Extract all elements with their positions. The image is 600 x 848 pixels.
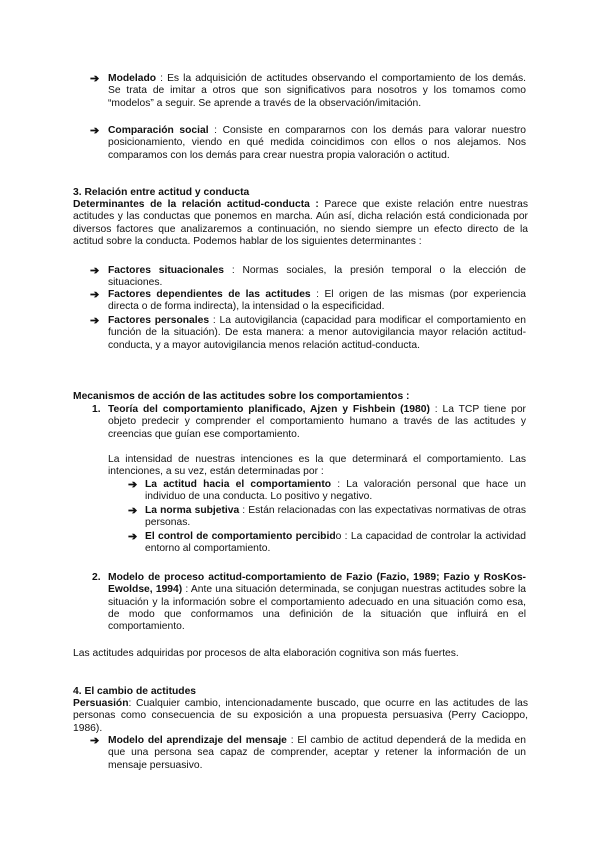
paragraph-intensidad-intenciones: La intensidad de nuestras intenciones es la que determinará el comportamiento. Las intenciones, a su vez, están determinadas por : <box>108 454 526 478</box>
arrow-icon: ➔ <box>128 479 138 491</box>
text-determinantes: Parece que existe relación entre nuestras actitudes y las conductas que ponemos en marcha. Aún así, dicha relación está condicionada por diversos factores que analizaremos a continuación, no siendo siempre un efecto directo de la actitud sobre la conducta. Podemos hablar de los siguientes determinantes : <box>73 199 528 247</box>
bullet-modelado <box>108 73 526 110</box>
arrow-icon: ➔ <box>128 531 138 543</box>
list-number-1: 1. <box>92 404 101 415</box>
subbullet-control-percibido: El control de comportamiento percibido : La capacidad de controlar la actividad entorno al comportamiento. <box>145 531 526 555</box>
item-modelo-fazio: Modelo de proceso actitud-comportamiento de Fazio (Fazio, 1989; Fazio y RosKos-Ewoldse, 1994) : Ante una situación determinada, se conjugan nuestras actitudes sobre la situación y la información sobre el comportamiento adecuado en una situación como esa, de modo que conformamos una definición de la situación que influirá en el comportamiento. <box>108 572 527 633</box>
arrow-icon: ➔ <box>90 125 100 137</box>
arrow-icon: ➔ <box>90 735 100 747</box>
term-modelado: Modelado <box>108 73 157 84</box>
arrow-icon: ➔ <box>90 265 100 277</box>
arrow-icon: ➔ <box>128 505 138 517</box>
term-determinantes: Determinantes de la relación actitud-conducta : <box>73 199 319 210</box>
text-comparacion-social: : Consiste en compararnos con los demás para valorar nuestro posicionamiento, viendo en qué medida coincidimos con ellos o nos alejamos. Nos comparamos con los demás para crear nuestra propia valoración o actitud. <box>108 125 526 161</box>
bullet-comparacion-social <box>108 125 526 162</box>
text-modelado: : Es la adquisición de actitudes observando el comportamiento de los demás. Se trata de imitar a otros que son significativos para nosotros y los tomamos como “modelos” a seguir. Se aprende a través de la observación/imitación. <box>108 73 526 109</box>
arrow-icon: ➔ <box>90 73 100 85</box>
arrow-icon: ➔ <box>90 289 100 301</box>
subbullet-norma-subjetiva: La norma subjetiva : Están relacionadas con las expectativas normativas de otras personas. <box>145 505 526 529</box>
arrow-icon: ➔ <box>90 315 100 327</box>
term-comparacion-social: Comparación social <box>108 125 209 136</box>
term-persuasion: Persuasión <box>73 698 129 709</box>
mecanismos-heading: Mecanismos de acción de las actitudes sobre los comportamientos : <box>73 391 410 402</box>
section-4-intro: Persuasión: Cualquier cambio, intencionadamente buscado, que ocurre en las actitudes de las personas como consecuencia de su exposición a una propuesta persuasiva (Perry Cacioppo, 1986). <box>73 698 528 734</box>
subbullet-actitud-comportamiento: La actitud hacia el comportamiento : La valoración personal que hace un individuo de una conducta. Lo positivo y negativo. <box>145 479 527 503</box>
closing-sentence: Las actitudes adquiridas por procesos de alta elaboración cognitiva son más fuertes. <box>73 648 459 659</box>
item-teoria-comportamiento-planificado: Teoría del comportamiento planificado, Ajzen y Fishbein (1980) : La TCP tiene por objeto predecir y comprender el comportamiento humano a través de las actitudes y creencias que guían ese comportamiento. <box>108 404 526 440</box>
bullet-factores-situacionales: Factores situacionales : Normas sociales, la presión temporal o la elección de situaciones. <box>108 265 526 289</box>
bullet-factores-dependientes: Factores dependientes de las actitudes : El origen de las mismas (por experiencia directa o de forma indirecta), la intensidad o la especificidad. <box>108 289 526 313</box>
section-3-heading: 3. Relación entre actitud y conducta <box>73 187 250 198</box>
bullet-factores-personales: Factores personales : La autovigilancia (capacidad para modificar el comportamiento en función de la situación). De esta manera: a menor autovigilancia mayor relación actitud-conducta, y a mayor autovigilancia menos relación actitud-conducta. <box>108 315 526 351</box>
list-number-2: 2. <box>92 572 101 583</box>
bullet-modelo-aprendizaje-mensaje: Modelo del aprendizaje del mensaje : El cambio de actitud dependerá de la medida en que una persona sea capaz de comprender, aceptar y retener la información de un mensaje persuasivo. <box>108 735 526 771</box>
section-3-intro <box>73 199 528 248</box>
section-4-heading: 4. El cambio de actitudes <box>73 686 197 697</box>
